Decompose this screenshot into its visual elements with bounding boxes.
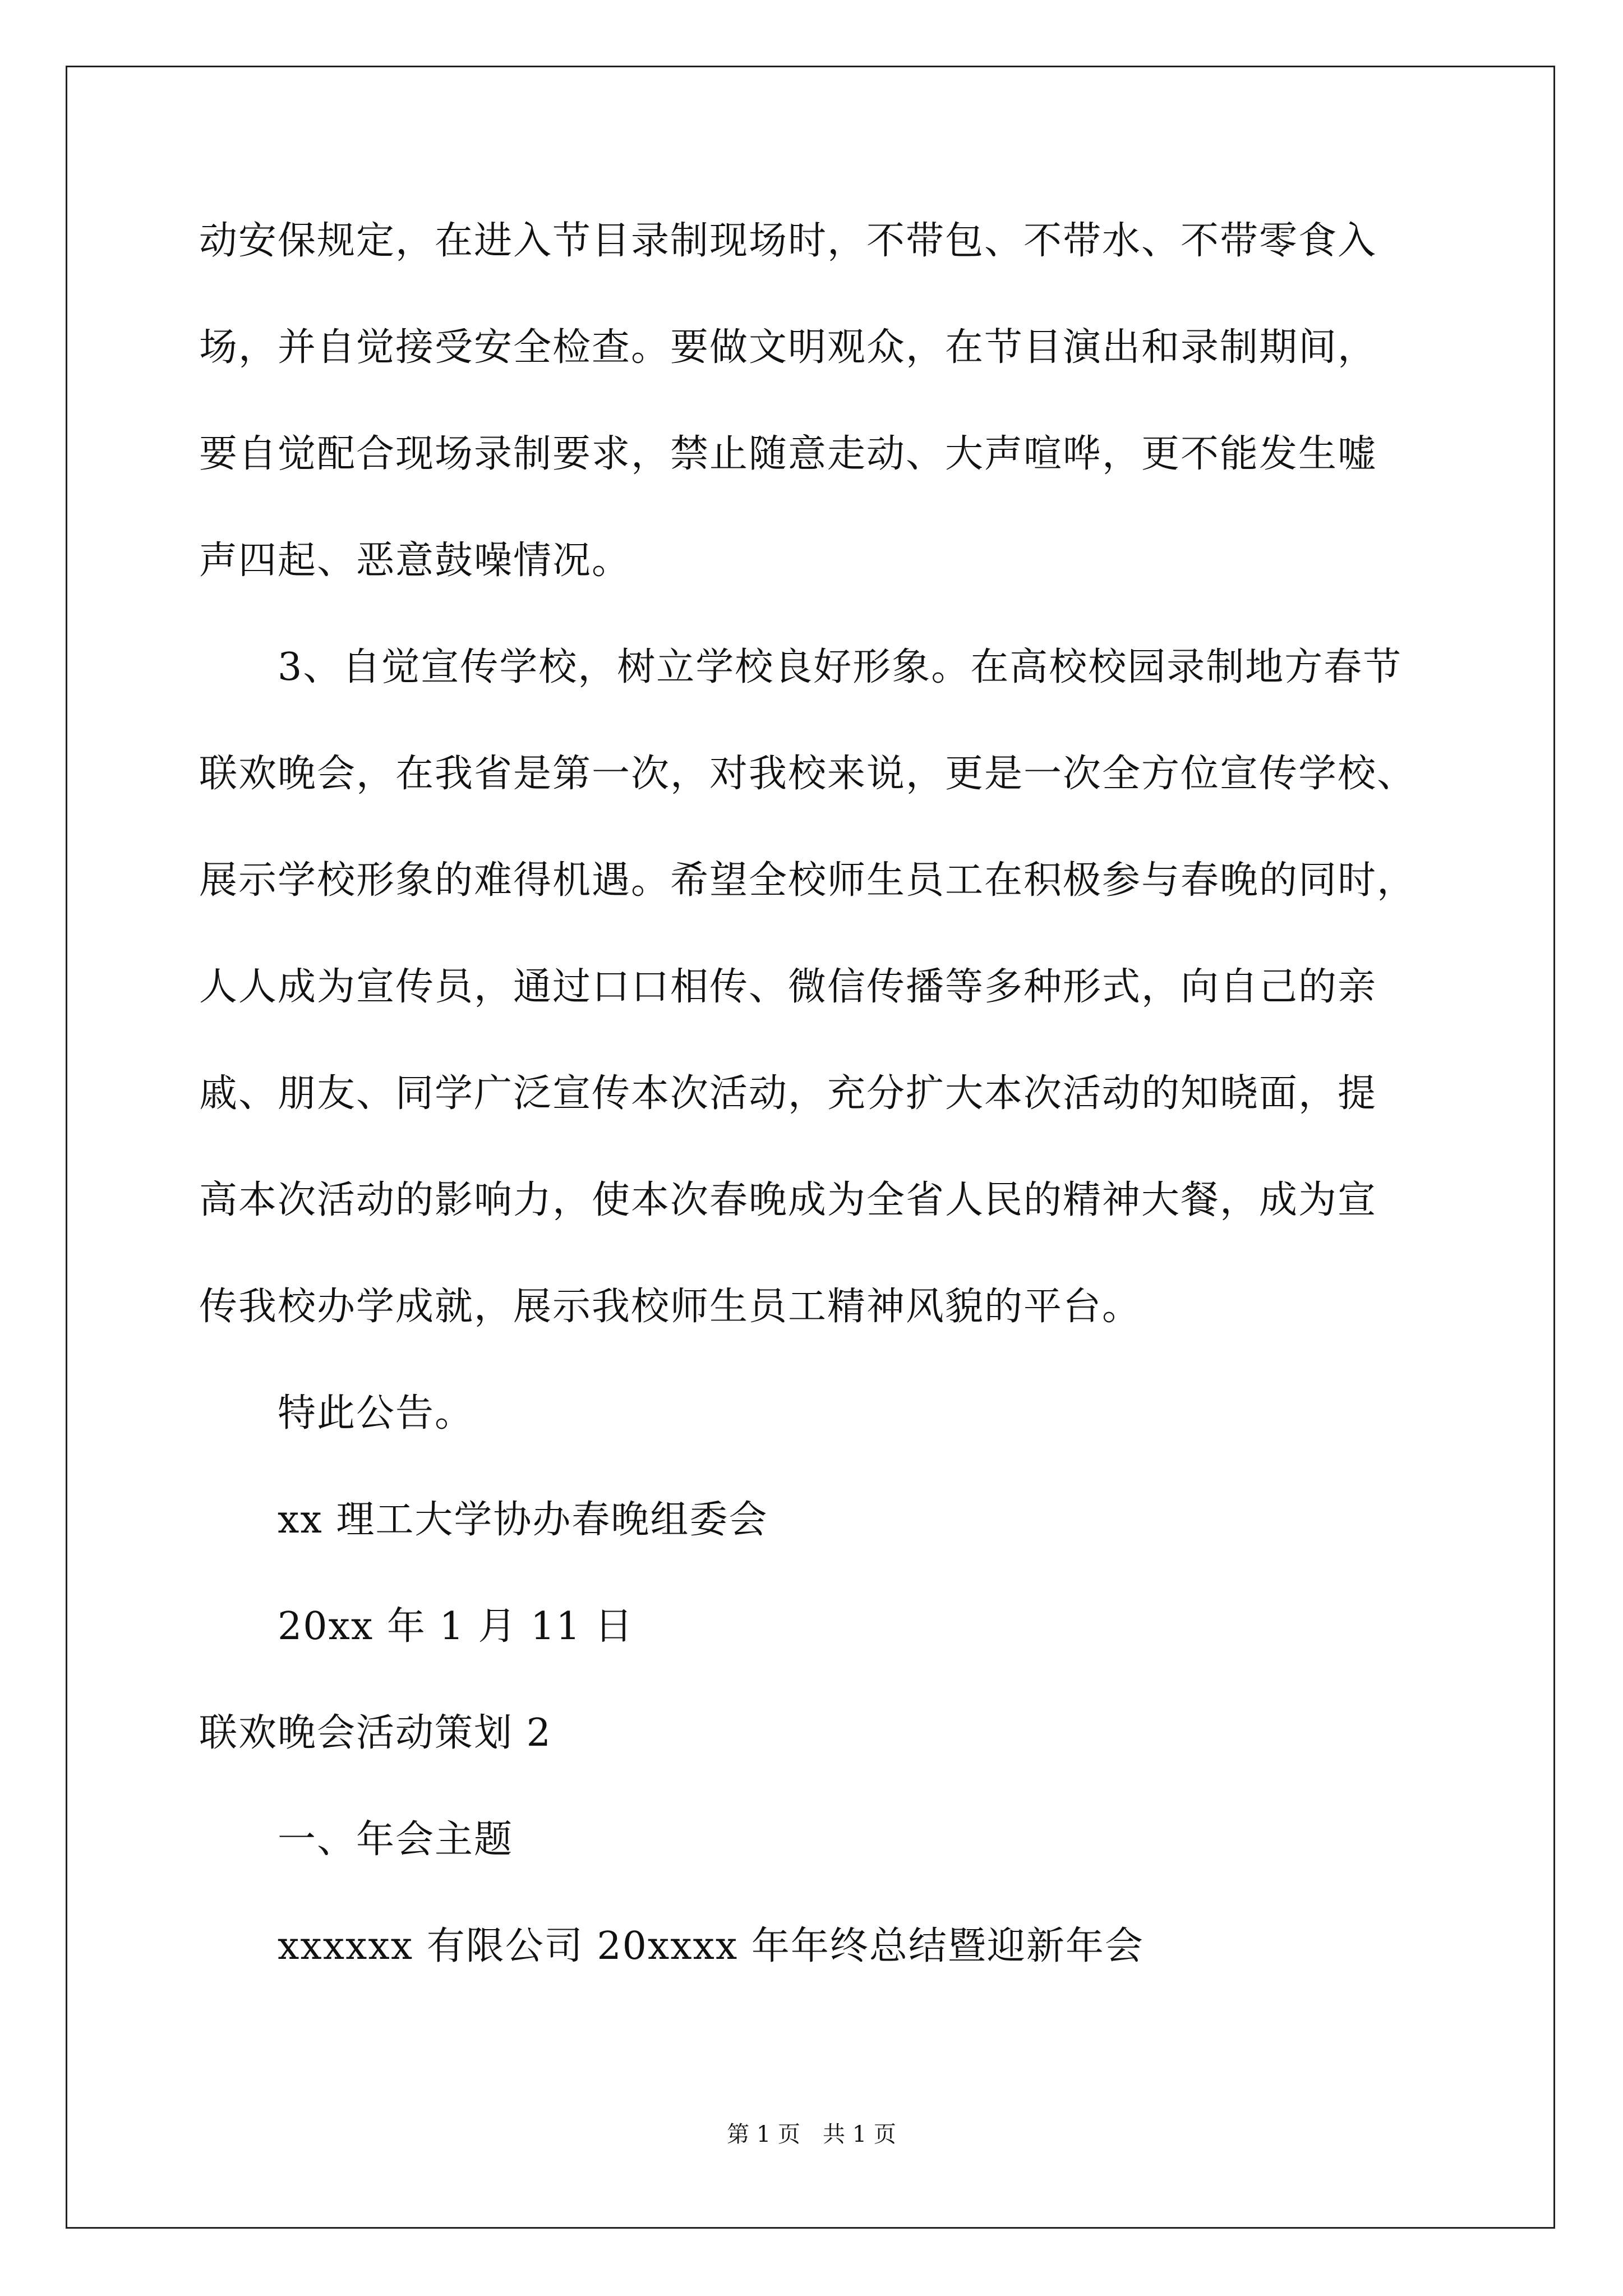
paragraph-line: 传我校办学成就，展示我校师生员工精神风貌的平台。 xyxy=(199,1285,1142,1329)
page-border xyxy=(66,66,1555,2229)
closing-statement: 特此公告。 xyxy=(278,1391,474,1435)
section-heading: 一、年会主题 xyxy=(278,1818,514,1862)
paragraph-line: 联欢晚会，在我省是第一次，对我校来说，更是一次全方位宣传学校、 xyxy=(199,752,1417,796)
signature-date: 20xx 年 1 月 11 日 xyxy=(278,1604,634,1649)
paragraph-line: 场，并自觉接受安全检查。要做文明观众，在节目演出和录制期间， xyxy=(199,325,1377,370)
section-title: 联欢晚会活动策划 2 xyxy=(199,1711,552,1755)
paragraph-line: 声四起、恶意鼓噪情况。 xyxy=(199,539,631,583)
paragraph-line: 戚、朋友、同学广泛宣传本次活动，充分扩大本次活动的知晓面，提 xyxy=(199,1071,1377,1116)
paragraph-line: 人人成为宣传员，通过口口相传、微信传播等多种形式，向自己的亲 xyxy=(199,965,1377,1009)
signature-organization: xx 理工大学协办春晚组委会 xyxy=(278,1498,768,1542)
paragraph-line: 动安保规定，在进入节目录制现场时，不带包、不带水、不带零食入 xyxy=(199,219,1377,263)
paragraph-line: 展示学校形象的难得机遇。希望全校师生员工在积极参与春晚的同时， xyxy=(199,858,1417,903)
page-footer: 第 1 页 共 1 页 xyxy=(727,2122,896,2147)
paragraph-line: 3、自觉宣传学校，树立学校良好形象。在高校校园录制地方春节 xyxy=(278,645,1403,689)
paragraph-line: 要自觉配合现场录制要求，禁止随意走动、大声喧哗，更不能发生嘘 xyxy=(199,432,1377,476)
paragraph-line: 高本次活动的影响力，使本次春晚成为全省人民的精神大餐，成为宣 xyxy=(199,1178,1377,1222)
paragraph-line: xxxxxx 有限公司 20xxxx 年年终总结暨迎新年会 xyxy=(278,1924,1144,1968)
